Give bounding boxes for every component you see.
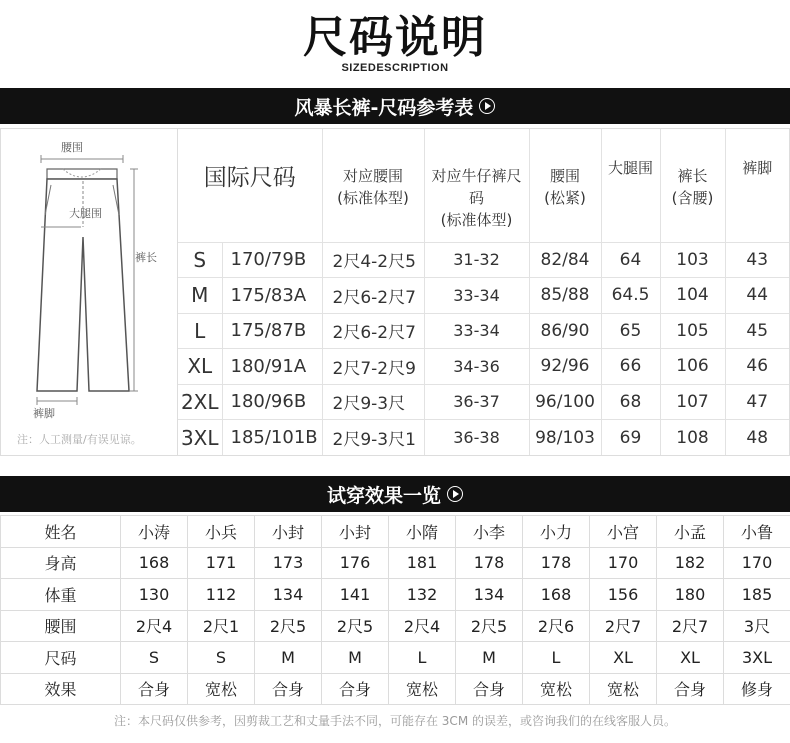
fit-cell-size: L xyxy=(523,642,590,674)
measurement-note: 注：人工测量/有误见谅。 xyxy=(17,433,142,446)
size-code: XL xyxy=(178,349,222,385)
fit-row-height xyxy=(1,547,790,579)
fit-cell-weight: 134 xyxy=(456,579,523,611)
fit-cell-waist: 2尺4 xyxy=(121,610,188,642)
size-jeans: 33-34 xyxy=(424,278,529,314)
fit-row-label: 腰围 xyxy=(1,610,121,642)
fit-cell-waist: 2尺5 xyxy=(322,610,389,642)
fit-cell-height: 173 xyxy=(255,547,322,579)
fit-cell-size: M xyxy=(456,642,523,674)
length-label: 裤长 xyxy=(135,251,157,264)
header-intl-size: 国际尺码 xyxy=(203,165,296,191)
size-row xyxy=(178,278,789,314)
fit-cell-waist: 3尺 xyxy=(724,610,790,642)
play-circle-icon xyxy=(479,98,495,114)
size-hem: 45 xyxy=(725,313,789,349)
header-thigh: 大腿围 xyxy=(601,129,660,242)
fit-cell-weight: 112 xyxy=(188,579,255,611)
size-length: 105 xyxy=(660,313,725,349)
fit-cell-size: M xyxy=(255,642,322,674)
fit-cell-name: 小宫 xyxy=(590,516,657,548)
fit-row-label: 姓名 xyxy=(1,516,121,548)
fit-row-label: 身高 xyxy=(1,547,121,579)
fit-row-label: 体重 xyxy=(1,579,121,611)
fit-cell-weight: 185 xyxy=(724,579,790,611)
fit-cell-weight: 156 xyxy=(590,579,657,611)
size-waist-std: 2尺6-2尺7 xyxy=(322,278,424,314)
fit-cell-effect: 宽松 xyxy=(590,673,657,705)
fit-cell-size: M xyxy=(322,642,389,674)
size-row xyxy=(178,242,789,278)
hem-label: 裤脚 xyxy=(33,407,55,420)
size-jeans: 36-37 xyxy=(424,384,529,420)
size-thigh: 64.5 xyxy=(601,278,660,314)
size-row xyxy=(178,384,789,420)
size-code: L xyxy=(178,313,222,349)
size-std: 170/79B xyxy=(222,242,322,278)
fit-cell-name: 小隋 xyxy=(389,516,456,548)
size-code: S xyxy=(178,242,222,278)
size-std: 175/87B xyxy=(222,313,322,349)
fit-cell-name: 小封 xyxy=(322,516,389,548)
size-length: 104 xyxy=(660,278,725,314)
header-jeans-line2: (标准体型) xyxy=(440,211,513,229)
fit-cell-waist: 2尺1 xyxy=(188,610,255,642)
size-thigh: 68 xyxy=(601,384,660,420)
size-table xyxy=(178,129,789,455)
size-thigh: 69 xyxy=(601,420,660,456)
fit-row-label: 效果 xyxy=(1,673,121,705)
size-code: 2XL xyxy=(178,384,222,420)
size-chart-banner xyxy=(0,88,790,124)
size-jeans: 34-36 xyxy=(424,349,529,385)
size-length: 107 xyxy=(660,384,725,420)
fit-cell-effect: 修身 xyxy=(724,673,790,705)
fit-cell-height: 178 xyxy=(456,547,523,579)
fit-cell-size: L xyxy=(389,642,456,674)
header-length xyxy=(660,129,725,242)
size-hem: 47 xyxy=(725,384,789,420)
fit-cell-height: 178 xyxy=(523,547,590,579)
fit-cell-effect: 宽松 xyxy=(188,673,255,705)
fit-cell-effect: 宽松 xyxy=(523,673,590,705)
fit-cell-effect: 合身 xyxy=(121,673,188,705)
size-chart-banner-label: 风暴长裤-尺码参考表 xyxy=(294,96,474,119)
size-row xyxy=(178,313,789,349)
size-std: 175/83A xyxy=(222,278,322,314)
size-waist-std: 2尺6-2尺7 xyxy=(322,313,424,349)
size-std: 180/91A xyxy=(222,349,322,385)
fit-cell-name: 小封 xyxy=(255,516,322,548)
page-title: 尺码说明 xyxy=(303,12,487,63)
fit-cell-name: 小兵 xyxy=(188,516,255,548)
fit-cell-name: 小涛 xyxy=(121,516,188,548)
fit-cell-effect: 宽松 xyxy=(389,673,456,705)
size-jeans: 36-38 xyxy=(424,420,529,456)
thigh-label: 大腿围 xyxy=(69,207,102,220)
fit-cell-size: S xyxy=(121,642,188,674)
fit-cell-name: 小李 xyxy=(456,516,523,548)
size-thigh: 64 xyxy=(601,242,660,278)
header-std-waist-line2: (标准体型) xyxy=(337,189,409,207)
fit-row-label: 尺码 xyxy=(1,642,121,674)
size-waist-std: 2尺7-2尺9 xyxy=(322,349,424,385)
header-jeans xyxy=(424,129,529,242)
size-code: 3XL xyxy=(178,420,222,456)
fit-row-effect xyxy=(1,673,790,705)
header-waist-line1: 腰围 xyxy=(549,167,580,185)
fit-row-waist xyxy=(1,610,790,642)
fit-cell-name: 小孟 xyxy=(657,516,724,548)
fit-cell-size: S xyxy=(188,642,255,674)
fit-cell-height: 171 xyxy=(188,547,255,579)
size-hem: 48 xyxy=(725,420,789,456)
size-hem: 46 xyxy=(725,349,789,385)
fit-cell-weight: 180 xyxy=(657,579,724,611)
size-code: M xyxy=(178,278,222,314)
fit-row-weight xyxy=(1,579,790,611)
fit-cell-size: XL xyxy=(590,642,657,674)
fit-cell-effect: 合身 xyxy=(322,673,389,705)
waist-label: 腰围 xyxy=(61,141,83,154)
size-thigh: 65 xyxy=(601,313,660,349)
fit-cell-height: 168 xyxy=(121,547,188,579)
size-table-header xyxy=(178,129,789,242)
size-waist-std: 2尺9-3尺1 xyxy=(322,420,424,456)
footnote: 注：本尺码仅供参考，因剪裁工艺和丈量手法不同，可能存在 3CM 的误差，或咨询我们的在线客服人员。 xyxy=(113,714,676,728)
header-length-line2: (含腰) xyxy=(671,189,714,207)
size-std: 185/101B xyxy=(222,420,322,456)
size-waist: 92/96 xyxy=(529,349,601,385)
size-length: 103 xyxy=(660,242,725,278)
size-length: 106 xyxy=(660,349,725,385)
fit-cell-weight: 132 xyxy=(389,579,456,611)
size-waist: 98/103 xyxy=(529,420,601,456)
size-hem: 44 xyxy=(725,278,789,314)
fit-cell-size: XL xyxy=(657,642,724,674)
header-std-waist-line1: 对应腰围 xyxy=(342,167,403,185)
fit-row-name xyxy=(1,516,790,548)
header-jeans-line1: 对应牛仔裤尺码 xyxy=(431,167,522,207)
fit-chart-banner xyxy=(0,476,790,512)
fit-cell-height: 170 xyxy=(590,547,657,579)
size-row xyxy=(178,420,789,456)
play-circle-icon xyxy=(447,486,463,502)
page-subtitle: SIZEDESCRIPTION xyxy=(341,62,449,74)
size-jeans: 31-32 xyxy=(424,242,529,278)
size-waist: 96/100 xyxy=(529,384,601,420)
size-waist-std: 2尺4-2尺5 xyxy=(322,242,424,278)
fit-cell-waist: 2尺5 xyxy=(456,610,523,642)
fit-cell-size: 3XL xyxy=(724,642,790,674)
size-waist-std: 2尺9-3尺 xyxy=(322,384,424,420)
fit-cell-height: 176 xyxy=(322,547,389,579)
pants-diagram xyxy=(1,129,178,455)
size-row xyxy=(178,349,789,385)
size-waist: 86/90 xyxy=(529,313,601,349)
fit-row-size xyxy=(1,642,790,674)
fit-table xyxy=(0,515,790,705)
size-jeans: 33-34 xyxy=(424,313,529,349)
size-length: 108 xyxy=(660,420,725,456)
size-std: 180/96B xyxy=(222,384,322,420)
size-thigh: 66 xyxy=(601,349,660,385)
fit-cell-height: 182 xyxy=(657,547,724,579)
fit-cell-waist: 2尺7 xyxy=(657,610,724,642)
size-waist: 85/88 xyxy=(529,278,601,314)
fit-cell-waist: 2尺4 xyxy=(389,610,456,642)
fit-cell-height: 170 xyxy=(724,547,790,579)
fit-cell-effect: 合身 xyxy=(456,673,523,705)
fit-cell-waist: 2尺7 xyxy=(590,610,657,642)
size-waist: 82/84 xyxy=(529,242,601,278)
size-chart xyxy=(0,128,790,456)
header-std-waist xyxy=(322,129,424,242)
size-hem: 43 xyxy=(725,242,789,278)
fit-cell-name: 小鲁 xyxy=(724,516,790,548)
fit-cell-effect: 合身 xyxy=(255,673,322,705)
header-hem: 裤脚 xyxy=(725,129,789,242)
fit-cell-name: 小力 xyxy=(523,516,590,548)
fit-cell-weight: 168 xyxy=(523,579,590,611)
fit-cell-weight: 141 xyxy=(322,579,389,611)
header-waist xyxy=(529,129,601,242)
fit-chart-banner-label: 试穿效果一览 xyxy=(326,484,441,507)
fit-cell-weight: 130 xyxy=(121,579,188,611)
pants-outline-icon xyxy=(1,129,178,455)
fit-cell-effect: 合身 xyxy=(657,673,724,705)
fit-cell-waist: 2尺5 xyxy=(255,610,322,642)
fit-cell-height: 181 xyxy=(389,547,456,579)
fit-cell-weight: 134 xyxy=(255,579,322,611)
header-waist-line2: (松紧) xyxy=(544,189,586,207)
header-length-line1: 裤长 xyxy=(677,167,708,185)
fit-cell-waist: 2尺6 xyxy=(523,610,590,642)
